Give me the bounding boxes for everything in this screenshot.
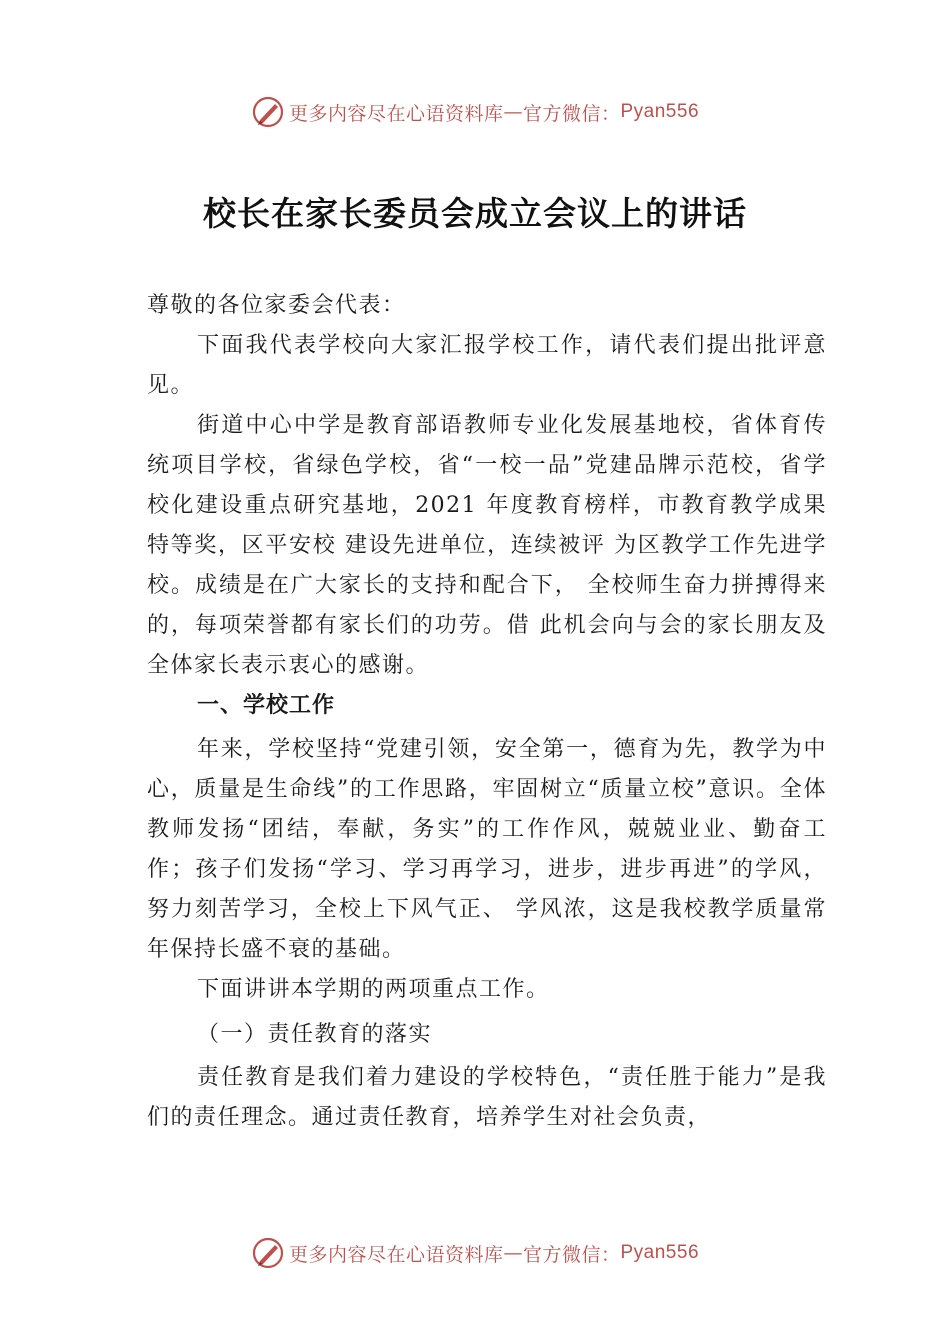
paragraph-3: 年来，学校坚持“党建引领，安全第一，德育为先，教学为中心，质量是生命线”的工作思路，牢固树立“质量立校”意识。全体教师发扬“团结，奉献，务实”的工作作风，兢兢业业、勤奋工作；孩子们发扬“学习、学习再学习，进步，进步再进”的学风，努力刻苦学习，全校上下风气正、 学风浓，这是我校教学质量常年保持长盛不衰的基础。	[147, 737, 827, 962]
watermark-label: 官方微信：	[522, 1243, 621, 1266]
document-body	[147, 286, 827, 1138]
header-watermark	[0, 95, 950, 129]
paragraph-1: 下面我代表学校向大家汇报学校工作，请代表们提出批评意见。	[147, 333, 827, 398]
watermark-separator: —	[503, 1242, 523, 1264]
watermark-separator: —	[503, 101, 523, 123]
paragraph-4: 下面讲讲本学期的两项重点工作。	[197, 977, 550, 1002]
subsection-heading-1: （一）责任教育的落实	[197, 1022, 433, 1047]
watermark-wechat-id: Pyan556	[620, 1242, 700, 1263]
paragraph-5: 责任教育是我们着力建设的学校特色，“责任胜于能力”是我们的责任理念。通过责任教育，培养学生对社会负责，	[147, 1065, 827, 1130]
pen-logo-icon	[251, 95, 285, 129]
watermark-brand: 更多内容尽在心语资料库	[288, 1243, 504, 1266]
section-heading-1: 一、学校工作	[197, 693, 336, 718]
footer-watermark	[0, 1236, 950, 1270]
watermark-label: 官方微信：	[522, 102, 621, 125]
pen-logo-icon	[251, 1236, 285, 1270]
document-title: 校长在家长委员会成立会议上的讲话	[203, 194, 747, 233]
watermark-wechat-id: Pyan556	[620, 101, 700, 122]
salutation: 尊敬的各位家委会代表：	[147, 293, 406, 318]
watermark-brand: 更多内容尽在心语资料库	[288, 102, 504, 125]
paragraph-2: 街道中心中学是教育部语教师专业化发展基地校，省体育传统项目学校，省绿色学校，省“一校一品”党建品牌示范校，省学校化建设重点研究基地，2021 年度教育榜样，市教育教学成果特等奖，区平安校 建设先进单位，连续被评 为区教学工作先进学校。成绩是在广大家长的支持和配合下， 全校师生奋力拼搏得来的，每项荣誉都有家长们的功劳。借 此机会向与会的家长朋友及全体家长表示衷心的感谢。	[147, 413, 827, 678]
